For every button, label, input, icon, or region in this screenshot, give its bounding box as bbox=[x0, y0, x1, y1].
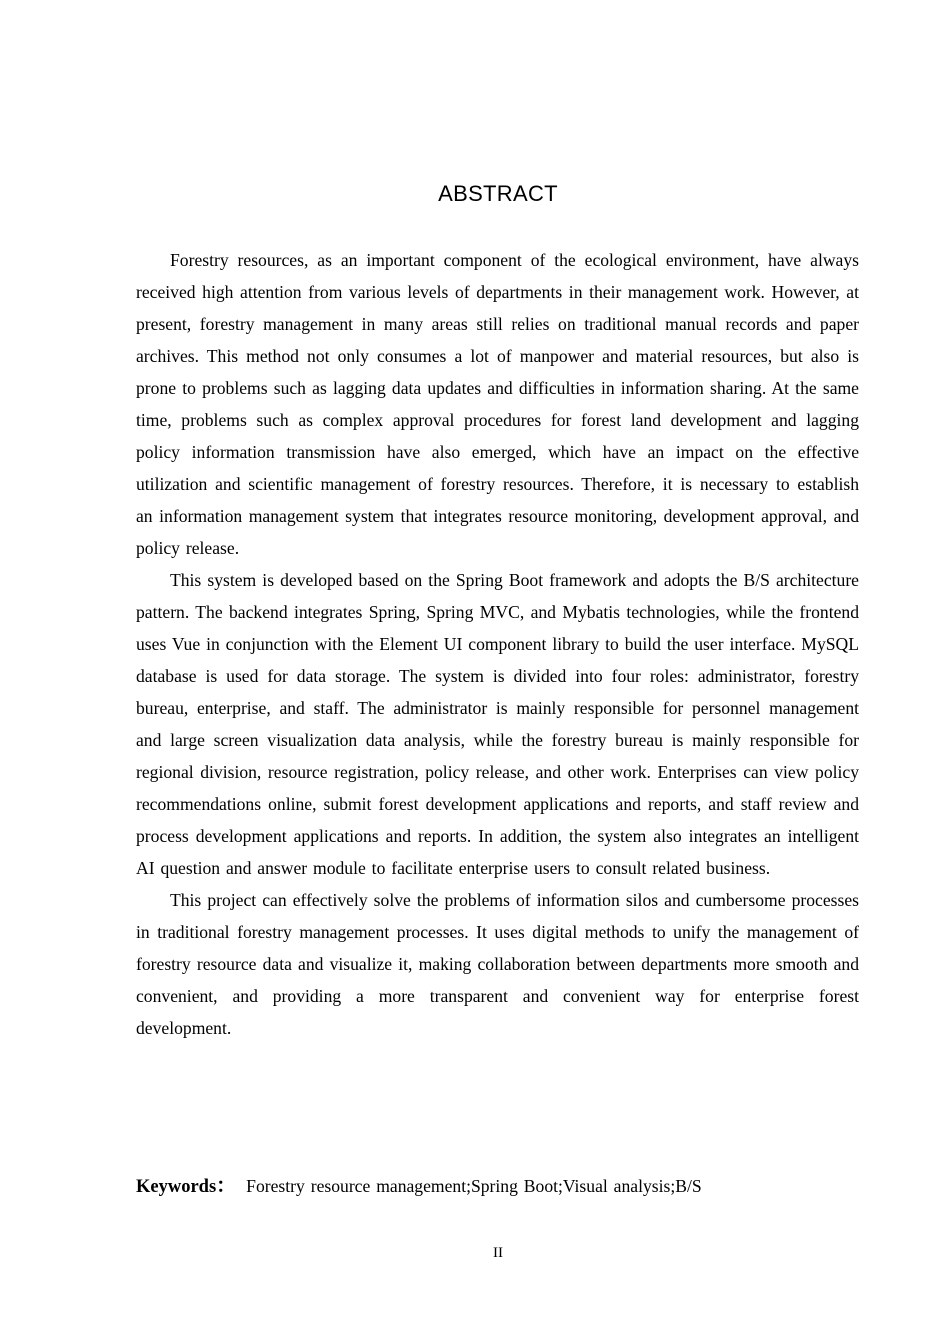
keywords-colon: ： bbox=[216, 1175, 237, 1197]
keywords-label: Keywords bbox=[136, 1177, 217, 1197]
keywords-line bbox=[136, 1170, 859, 1203]
abstract-paragraph-1: Forestry resources, as an important component of the ecological environment, have always received high attention from various levels of departments in their management work. However, at present, forestry management in many areas still relies on traditional manual records and paper archives. This method not only consumes a lot of manpower and material resources, but also is prone to problems such as lagging data updates and difficulties in information sharing. At the same time, problems such as complex approval procedures for forest land development and lagging policy information transmission have also emerged, which have an impact on the effective utilization and scientific management of forestry resources. Therefore, it is necessary to establish an information management system that integrates resource monitoring, development approval, and policy release. bbox=[136, 250, 859, 558]
abstract-paragraph-3: This project can effectively solve the problems of information silos and cumbersome processes in traditional forestry management processes. It uses digital methods to unify the management of forestry resource data and visualize it, making collaboration between departments more smooth and convenient, and providing a more transparent and convenient way for enterprise forest development. bbox=[136, 890, 859, 1038]
page-number: II bbox=[493, 1245, 503, 1261]
abstract-paragraph-2: This system is developed based on the Spring Boot framework and adopts the B/S architecture pattern. The backend integrates Spring, Spring MVC, and Mybatis technologies, while the frontend uses Vue in conjunction with the Element UI component library to build the user interface. MySQL database is used for data storage. The system is divided into four roles: administrator, forestry bureau, enterprise, and staff. The administrator is mainly responsible for personnel management and large screen visualization data analysis, while the forestry bureau is mainly responsible for regional division, resource registration, policy release, and other work. Enterprises can view policy recommendations online, submit forest development applications and reports, and staff review and process development applications and reports. In addition, the system also integrates an intelligent AI question and answer module to facilitate enterprise users to consult related business. bbox=[136, 570, 859, 878]
abstract-title: ABSTRACT bbox=[438, 181, 558, 206]
abstract-body bbox=[136, 244, 859, 1044]
keywords-text: Forestry resource management;Spring Boot;Visual analysis;B/S bbox=[246, 1176, 702, 1196]
